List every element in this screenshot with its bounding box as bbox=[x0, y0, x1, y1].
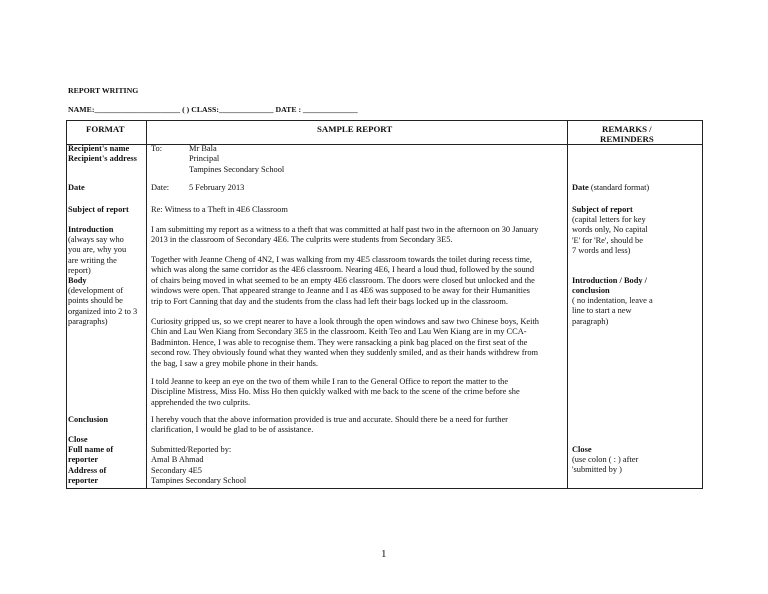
sample-paragraph-conclusion: I hereby vouch that the above information provided is true and accurate. Should there be a need for further clarification, I would be glad to be of assistance. bbox=[151, 415, 508, 435]
sample-recipient-block: Mr Bala Principal Tampines Secondary School bbox=[189, 144, 285, 174]
column-header-remarks-1: REMARKS / bbox=[602, 124, 652, 134]
column-divider-2 bbox=[567, 120, 568, 489]
sample-to-label: To: bbox=[151, 144, 163, 153]
format-close: Close bbox=[68, 435, 88, 444]
table-left-border bbox=[66, 120, 67, 489]
column-header-remarks-2: REMINDERS bbox=[600, 134, 654, 144]
format-body-note: (development of points should be organized into 2 to 3 paragraphs) bbox=[68, 286, 138, 327]
student-info-line: NAME:______________________ ( ) CLASS:______________ DATE : ______________ bbox=[68, 105, 358, 114]
format-address: Address of reporter bbox=[68, 466, 107, 486]
format-recipient-name: Recipient's name bbox=[68, 144, 130, 153]
column-header-sample-report: SAMPLE REPORT bbox=[317, 124, 393, 134]
remark-intro-notes: ( no indentation, leave a line to start a new paragraph) bbox=[572, 296, 653, 326]
format-conclusion: Conclusion bbox=[68, 415, 109, 424]
sample-paragraph-body-2: Curiosity gripped us, so we crept nearer to have a look through the open windows and saw two Chinese boys, Keith Chin and Lau Wen Kiang from Secondary 3E5 in the classroom. Keith Teo and Lau Wen Kiang are in my CCA- Badminton. Hence, I was able to recognise them. They were ransacking a pink bag placed on the first seat of the second row. They obviously found what they wanted when they suddenly smiled, and as their hands withdrew from the bag, I saw a grey mobile phone in their hands. bbox=[151, 317, 539, 368]
remark-date: Date (standard format) bbox=[572, 183, 650, 192]
column-header-format: FORMAT bbox=[86, 124, 125, 134]
table-top-border bbox=[66, 120, 703, 121]
sample-date-value: 5 February 2013 bbox=[189, 183, 245, 192]
column-divider-1 bbox=[146, 120, 147, 489]
remark-intro-heading: Introduction / Body / conclusion bbox=[572, 276, 648, 296]
sample-close-block: Submitted/Reported by: Amal B Ahmad Secondary 4E5 Tampines Secondary School bbox=[151, 445, 247, 486]
document-title: REPORT WRITING bbox=[68, 86, 139, 95]
format-full-name: Full name of reporter bbox=[68, 445, 114, 465]
sample-subject: Re: Witness to a Theft in 4E6 Classroom bbox=[151, 205, 288, 214]
table-bottom-border bbox=[66, 488, 703, 489]
format-subject: Subject of report bbox=[68, 205, 129, 214]
remark-subject-notes: (capital letters for key words only, No capital 'E' for 'Re', should be 7 words and less) bbox=[572, 215, 648, 256]
format-recipient-address: Recipient's address bbox=[68, 154, 137, 163]
remark-subject-heading: Subject of report bbox=[572, 205, 633, 214]
format-body: Body bbox=[68, 276, 87, 285]
remark-close-heading: Close bbox=[572, 445, 592, 454]
sample-paragraph-body-3: I told Jeanne to keep an eye on the two of them while I ran to the General Office to report the matter to the Discipline Mistress, Miss Ho. Miss Ho then quickly walked with me back to the scene of the crime before she apprehended the two culprits. bbox=[151, 377, 520, 407]
sample-paragraph-introduction: I am submitting my report as a witness to a theft that was committed at half past two in the afternoon on 30 January 2013 in the classroom of Secondary 4E6. The culprits were students from Secondary 3E5. bbox=[151, 225, 539, 245]
format-intro-note: (always say who you are, why you are writing the report) bbox=[68, 235, 127, 276]
remark-close-notes: (use colon ( : ) after 'submitted by ) bbox=[572, 455, 639, 475]
table-right-border bbox=[702, 120, 703, 489]
format-date: Date bbox=[68, 183, 85, 192]
format-introduction: Introduction bbox=[68, 225, 114, 234]
sample-date-label: Date: bbox=[151, 183, 170, 192]
sample-paragraph-body-1: Together with Jeanne Cheng of 4N2, I was walking from my 4E5 classroom towards the toilet during recess time, which was along the same corridor as the 4E6 classroom. Nearing 4E6, I heard a loud thud, followed by the sound of chairs being moved in what seemed to be an empty 4E6 classroom. The doors were closed but unlocked and the windows were open. That appeared strange to Jeanne and I as 4E6 was supposed to be away for their Humanities trip to Fort Canning that day and the students from the class had left their bags locked up in the classroom. bbox=[151, 255, 535, 306]
page-number: 1 bbox=[381, 548, 387, 560]
